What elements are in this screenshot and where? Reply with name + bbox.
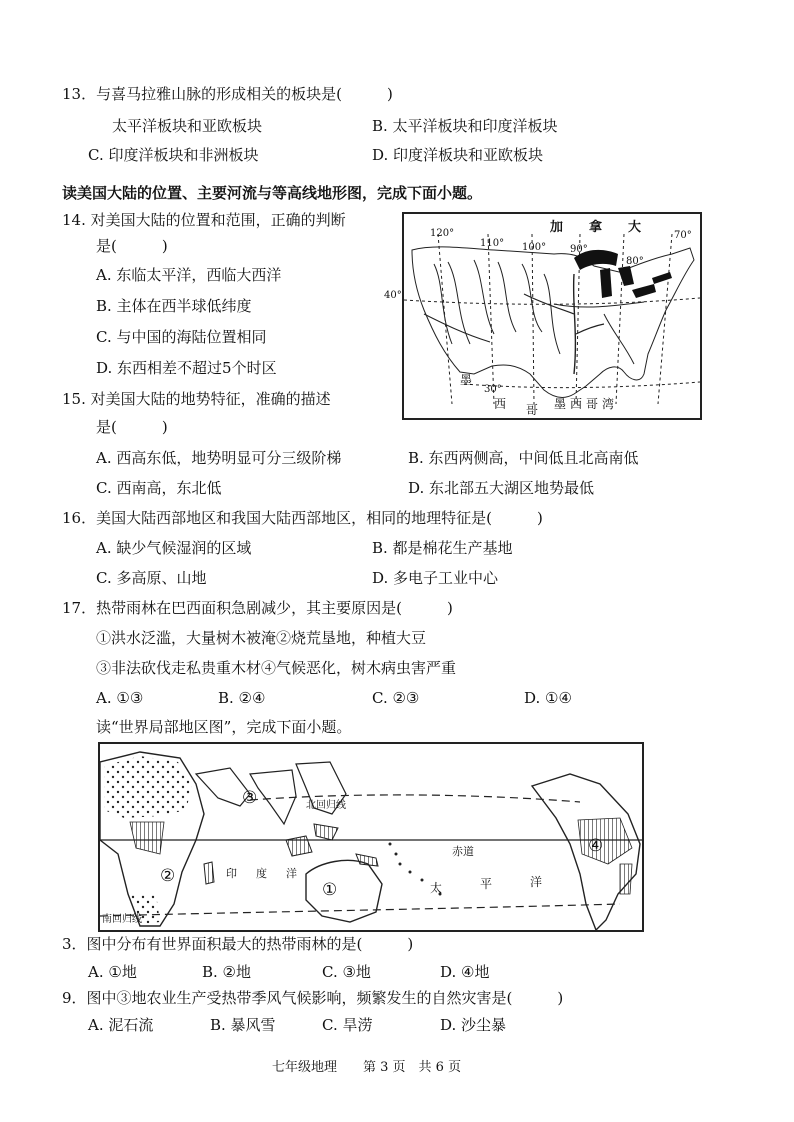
q19-option-d: D. 沙尘暴	[440, 1016, 507, 1034]
q19-option-a: A. 泥石流	[88, 1016, 154, 1034]
q16-option-d: D. 多电子工业中心	[372, 569, 499, 587]
usa-contour-map	[384, 212, 702, 420]
q19-stem: 9．图中③地农业生产受热带季风气候影响，频繁发生的自然灾害是( )	[62, 989, 564, 1007]
q17-option-a: A. ①③	[96, 689, 144, 707]
q18-option-c: C. ③地	[322, 963, 371, 981]
q17-option-b: B. ②④	[218, 689, 266, 707]
q15-option-a: A. 西高东低，地势明显可分三级阶梯	[96, 449, 342, 467]
label-gulf-part: 哥	[526, 403, 539, 417]
world-map-drawing	[100, 744, 642, 930]
label-pacific-ocean-2: 平	[480, 877, 493, 891]
label-lon-90: 90°	[570, 244, 588, 255]
q14-option-b: B. 主体在西半球低纬度	[96, 297, 252, 315]
label-canada: 加 拿 大	[550, 220, 642, 235]
label-pacific-ocean-1: 太	[430, 881, 443, 895]
q14-stem-2: 是( )	[96, 237, 168, 255]
section-intro-world: 读“世界局部地区图”，完成下面小题。	[96, 718, 352, 736]
label-tropic-of-cancer: 北回归线	[306, 800, 346, 811]
label-lat-40: 40°	[384, 290, 402, 301]
marker-3: ③	[242, 788, 258, 808]
q13-stem: 13．与喜马拉雅山脉的形成相关的板块是( )	[62, 85, 393, 103]
label-lon-100: 100°	[522, 242, 547, 253]
q15-option-d: D. 东北部五大湖区地势最低	[408, 479, 595, 497]
q16-stem: 16．美国大陆西部地区和我国大陆西部地区，相同的地理特征是( )	[62, 509, 543, 527]
q14-stem-1: 14. 对美国大陆的位置和范围，正确的判断	[62, 211, 346, 229]
q15-option-c: C. 西南高，东北低	[96, 479, 222, 497]
q17-option-d: D. ①④	[524, 689, 572, 707]
q18-option-d: D. ④地	[440, 963, 490, 981]
q15-option-b: B. 东西两侧高，中间低且北高南低	[408, 449, 639, 467]
q15-stem-1: 15. 对美国大陆的地势特征，准确的描述	[62, 390, 331, 408]
q16-option-b: B. 都是棉花生产基地	[372, 539, 513, 557]
label-pacific-ocean-3: 洋	[530, 875, 543, 889]
q13-option-b: B. 太平洋板块和印度洋板块	[372, 117, 558, 135]
label-mexico-1: 墨	[460, 373, 473, 387]
q13-option-d: D. 印度洋板块和亚欧板块	[372, 146, 544, 164]
q18-stem: 3．图中分布有世界面积最大的热带雨林的是( )	[62, 935, 414, 953]
label-indian-ocean-3: 洋	[286, 867, 297, 880]
marker-2: ②	[160, 866, 176, 886]
label-indian-ocean-2: 度	[256, 867, 267, 880]
label-equator: 赤道	[452, 845, 474, 858]
q18-option-a: A. ①地	[88, 963, 137, 981]
world-region-map	[98, 742, 644, 932]
label-lon-70: 70°	[674, 230, 692, 241]
q19-option-b: B. 暴风雪	[210, 1016, 276, 1034]
q17-stem: 17．热带雨林在巴西面积急剧减少，其主要原因是( )	[62, 599, 453, 617]
q13-option-a: 太平洋板块和亚欧板块	[112, 117, 263, 135]
label-gulf-of-mexico: 墨西哥湾	[554, 397, 619, 411]
q13-option-c: C. 印度洋板块和非洲板块	[88, 146, 259, 164]
q17-option-c: C. ②③	[372, 689, 420, 707]
usa-map-drawing	[404, 214, 700, 418]
marker-1: ①	[322, 880, 338, 900]
label-tropic-of-capricorn: 南回归线	[102, 914, 142, 925]
q17-choice-line-1: ①洪水泛滥，大量树木被淹②烧荒垦地，种植大豆	[96, 629, 427, 647]
marker-4: ④	[588, 836, 604, 856]
q14-option-c: C. 与中国的海陆位置相同	[96, 328, 267, 346]
label-mexico-2: 西	[494, 397, 507, 411]
label-lon-110: 110°	[480, 238, 505, 249]
q16-option-a: A. 缺少气候湿润的区域	[96, 539, 252, 557]
q18-option-b: B. ②地	[202, 963, 252, 981]
page-footer: 七年级地理 第 3 页 共 6 页	[272, 1060, 462, 1075]
q14-option-a: A. 东临太平洋，西临大西洋	[96, 266, 282, 284]
label-lat-30: 30°	[484, 384, 502, 395]
q16-option-c: C. 多高原、山地	[96, 569, 207, 587]
q17-choice-line-2: ③非法砍伐走私贵重木材④气候恶化，树木病虫害严重	[96, 659, 457, 677]
label-lon-80: 80°	[626, 256, 644, 267]
q14-option-d: D. 东西相差不超过5个时区	[96, 359, 277, 377]
q19-option-c: C. 旱涝	[322, 1016, 373, 1034]
section-intro-usa: 读美国大陆的位置、主要河流与等高线地形图，完成下面小题。	[62, 184, 483, 202]
label-lon-120: 120°	[430, 228, 455, 239]
q15-stem-2: 是( )	[96, 418, 168, 436]
label-indian-ocean-1: 印	[226, 867, 237, 880]
